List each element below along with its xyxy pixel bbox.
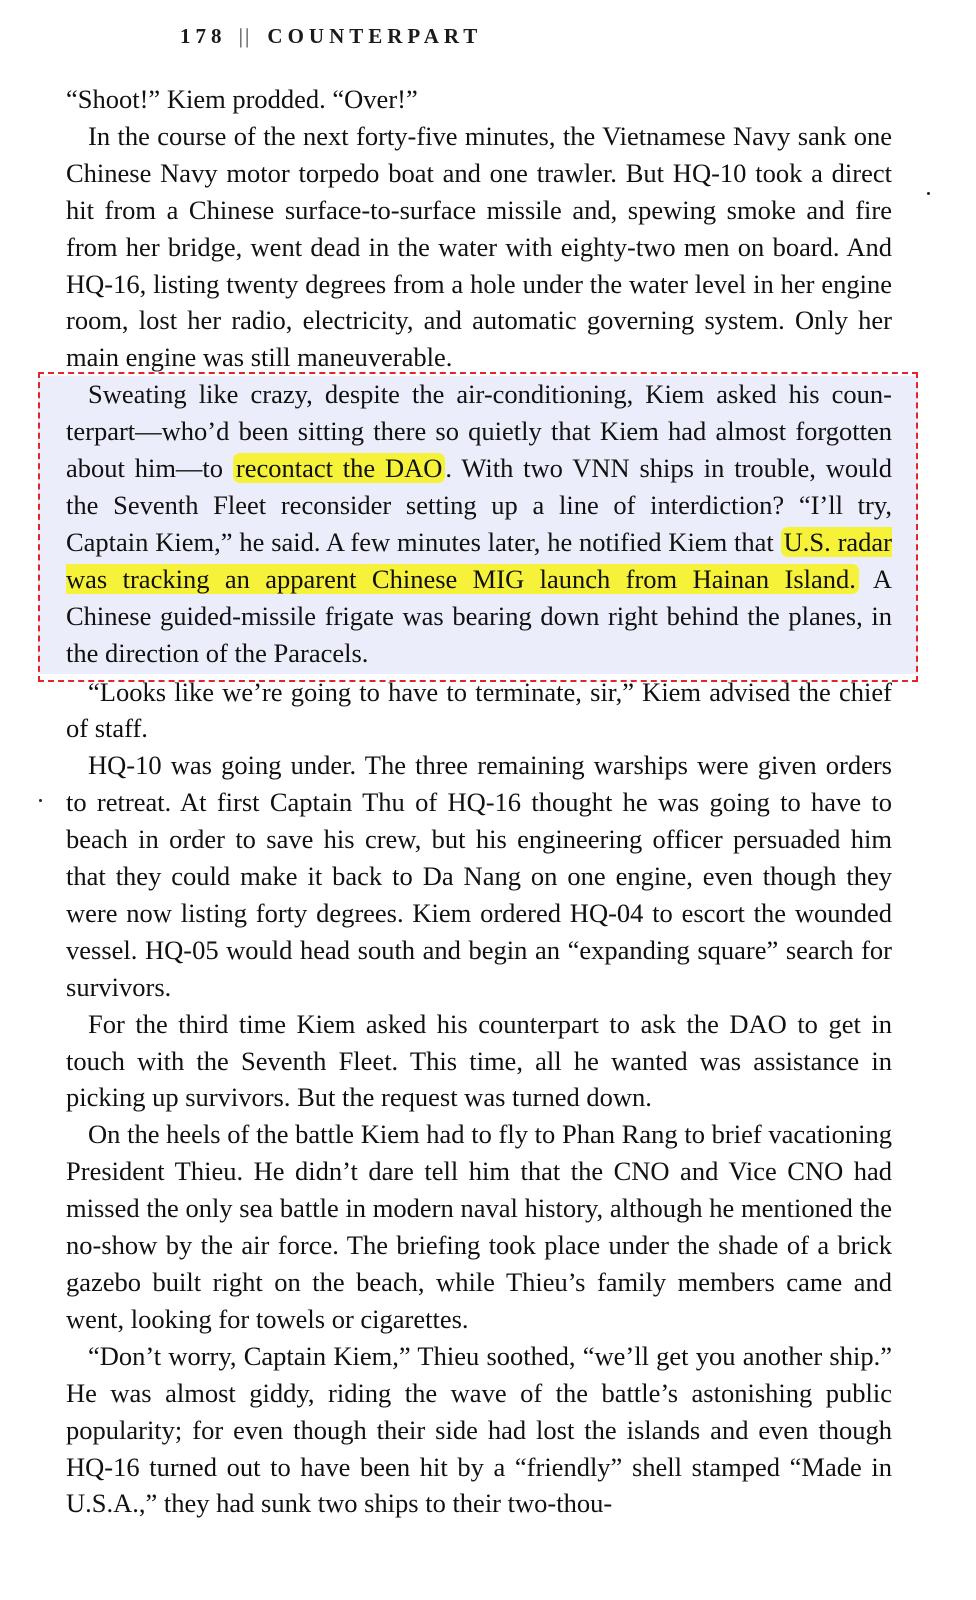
- paragraph-3-part-3: A Chinese guided-missile frigate was bearing down right behind the planes, in the direction of the Paracels.: [66, 563, 892, 668]
- paragraph-3-part-1: Sweating like crazy, despite the air-conditioning, Kiem asked his counterpart—who’d been sitting there so quietly that Kiem had almost forgotten about him—to: [66, 379, 892, 484]
- running-head: [180, 24, 482, 49]
- paragraph-6: For the third time Kiem asked his counterpart to ask the DAO to get in touch with the Seventh Fleet. This time, all he wanted was assistance in picking up survivors. But the request was turned down.: [66, 1008, 892, 1113]
- page-number: 178: [180, 24, 227, 48]
- highlight-radar-mig-launch: U.S. radar was tracking an apparent Chinese MIG launch from Hainan Island.: [66, 526, 892, 594]
- scan-speck: [927, 192, 930, 195]
- paragraph-8: “Don’t worry, Captain Kiem,” Thieu soothed, “we’ll get you another ship.” He was almost giddy, riding the wave of the battle’s astonishing public popularity; for even though their side had lost the islands and even though HQ-16 turned out to have been hit by a “friendly” shell stamped “Made in U.S.A.,” they had sunk two ships to their two-thou-: [66, 1340, 892, 1519]
- paragraph-7: On the heels of the battle Kiem had to fly to Phan Rang to brief vacationing President Thieu. He didn’t dare tell him that the CNO and Vice CNO had missed the only sea battle in modern naval history, although he mentioned the no-show by the air force. The briefing took place under the shade of a brick gazebo built right on the beach, while Thieu’s family members came and went, looking for towels or cigarettes.: [66, 1119, 892, 1334]
- paragraph-2: In the course of the next forty-five minutes, the Vietnamese Navy sank one Chinese Navy motor torpedo boat and one trawler. But HQ-10 took a direct hit from a Chinese surface-to-surface missile and, spewing smoke and fire from her bridge, went dead in the water with eighty-two men on board. And HQ-16, listing twenty degrees from a hole under the water level in her engine room, lost her radio, electricity, and automatic governing system. Only her main engine was still maneuverable.: [66, 120, 892, 373]
- paragraph-4: “Looks like we’re going to have to terminate, sir,” Kiem advised the chief of staff.: [66, 676, 892, 744]
- page-body: [66, 81, 892, 1522]
- book-title: COUNTERPART: [267, 24, 483, 48]
- paragraph-1: “Shoot!” Kiem prodded. “Over!”: [66, 84, 418, 114]
- highlighted-callout: [38, 376, 918, 673]
- paragraph-3: [66, 376, 892, 671]
- header-separator: ||: [238, 24, 252, 48]
- paragraph-5: HQ-10 was going under. The three remaining warships were given orders to retreat. At first Captain Thu of HQ-16 thought he was going to have to beach in order to save his crew, but his engineering officer persuaded him that they could make it back to Da Nang on one engine, even though they were now listing forty degrees. Kiem ordered HQ-04 to escort the wounded vessel. HQ-05 would head south and begin an “expanding square” search for survivors.: [66, 750, 892, 1002]
- highlight-recontact-dao: recontact the DAO: [233, 453, 446, 483]
- scan-speck: [39, 799, 42, 802]
- paragraph-3-part-2: . With two VNN ships in trouble, would the Seventh Fleet reconsider setting up a line of interdiction? “I’ll try, Captain Kiem,” he said. A few minutes later, he notified Kiem that: [66, 453, 893, 557]
